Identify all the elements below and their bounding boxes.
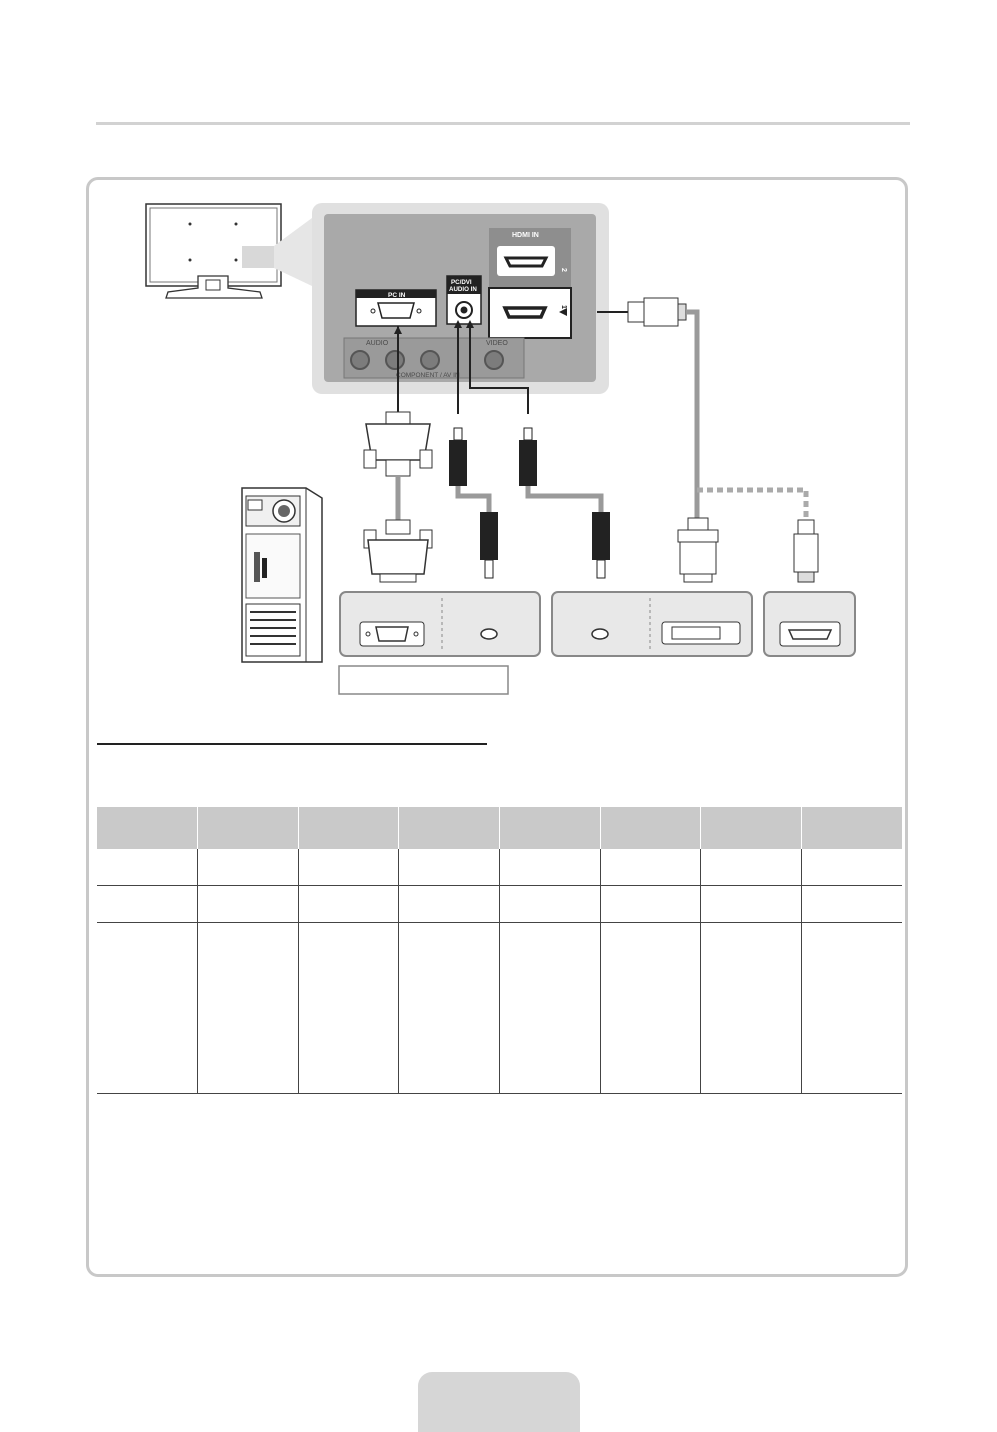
table-cell <box>500 923 601 1094</box>
caption-box <box>339 666 508 694</box>
table-cell <box>198 849 299 886</box>
header-cell <box>500 807 601 849</box>
table-cell <box>701 923 802 1094</box>
d-sub-plug-top <box>364 412 432 476</box>
svg-text:COMPONENT / AV IN: COMPONENT / AV IN <box>396 372 460 379</box>
table-cell <box>701 886 802 923</box>
svg-text:PC/DVI: PC/DVI <box>451 279 472 286</box>
audio-jack-top-right <box>519 428 537 486</box>
section-rule <box>97 743 487 745</box>
page-number-tab <box>418 1372 580 1432</box>
audio-jack-top-left <box>449 428 467 486</box>
pc-in-block <box>356 290 436 326</box>
header-cell <box>298 807 399 849</box>
header-cell <box>600 807 701 849</box>
table-cell <box>801 886 902 923</box>
table-cell <box>97 849 198 886</box>
table-cell <box>298 923 399 1094</box>
spec-table <box>97 807 902 1094</box>
component-av-row <box>344 338 524 379</box>
tv-back-icon <box>146 204 312 298</box>
table-cell <box>399 923 500 1094</box>
hdmi-plug-top <box>628 298 686 326</box>
table-cell <box>801 849 902 886</box>
header-cell <box>97 807 198 849</box>
table-cell <box>600 849 701 886</box>
pc-ports-box <box>340 592 540 656</box>
svg-text:1: 1 <box>560 305 567 309</box>
table-row <box>97 923 902 1094</box>
table-cell <box>500 886 601 923</box>
table-header-row <box>97 807 902 849</box>
table-cell <box>298 849 399 886</box>
svg-text:AUDIO: AUDIO <box>366 340 389 347</box>
table-cell <box>298 886 399 923</box>
hdmi-in-label: HDMI IN <box>512 232 539 239</box>
table-cell <box>198 923 299 1094</box>
table-cell <box>500 849 601 886</box>
table-cell <box>97 923 198 1094</box>
hdmi-in-block <box>489 228 571 338</box>
header-cell <box>399 807 500 849</box>
pc-tower-icon <box>242 488 322 662</box>
table-cell <box>198 886 299 923</box>
svg-text:VIDEO: VIDEO <box>486 340 508 347</box>
pc-in-label: PC IN <box>388 292 406 299</box>
table-cell <box>399 886 500 923</box>
table-cell <box>701 849 802 886</box>
header-cell <box>701 807 802 849</box>
dvi-ports-box <box>552 592 752 656</box>
table-cell <box>600 923 701 1094</box>
header-cell <box>801 807 902 849</box>
table-row <box>97 849 902 886</box>
hdmi-plug-bottom <box>794 520 818 582</box>
table-cell <box>600 886 701 923</box>
table-cell <box>801 923 902 1094</box>
table-cell <box>399 849 500 886</box>
header-cell <box>198 807 299 849</box>
pc-dvi-audio-in-block <box>447 276 481 324</box>
table-cell <box>97 886 198 923</box>
table-row <box>97 886 902 923</box>
audio-jack-bottom-right <box>592 512 610 578</box>
svg-text:AUDIO IN: AUDIO IN <box>449 286 477 293</box>
dvi-plug <box>678 518 718 582</box>
d-sub-plug-bottom <box>364 520 432 582</box>
audio-jack-bottom-left <box>480 512 498 578</box>
svg-text:2: 2 <box>560 268 567 272</box>
hdmi-port-box <box>764 592 855 656</box>
